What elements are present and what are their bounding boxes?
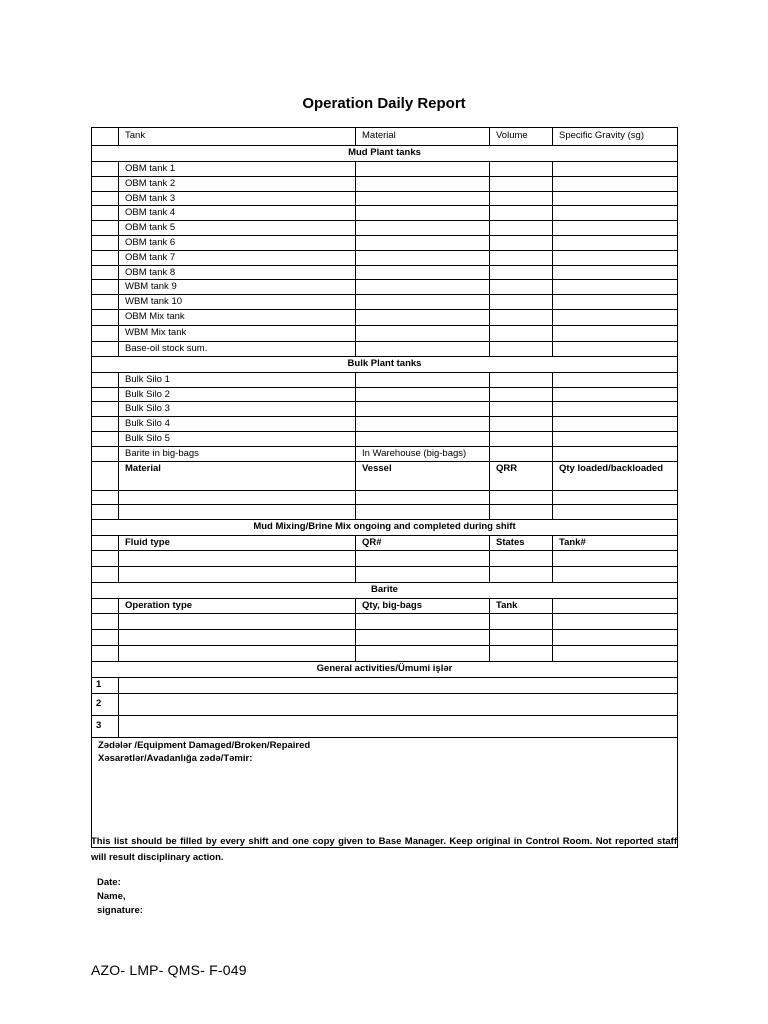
sg-cell[interactable]	[553, 162, 678, 177]
section-mixing: Mud Mixing/Brine Mix ongoing and completed during shift	[92, 520, 678, 536]
fluid-cell[interactable]	[119, 550, 356, 566]
operation-cell[interactable]	[119, 645, 356, 661]
vessel-cell[interactable]	[356, 505, 490, 520]
material-cell[interactable]	[356, 431, 490, 446]
tank-name: OBM tank 4	[119, 206, 356, 221]
report-table	[91, 127, 678, 848]
qty-cell[interactable]	[356, 629, 490, 645]
material-cell[interactable]	[356, 372, 490, 387]
report-title: Operation Daily Report	[302, 95, 466, 112]
section-bulk-plant: Bulk Plant tanks	[92, 356, 678, 372]
material-cell[interactable]	[356, 176, 490, 191]
shipment-header-row	[92, 461, 678, 490]
tank-name: OBM tank 8	[119, 265, 356, 280]
sg-cell[interactable]	[553, 265, 678, 280]
vessel-cell[interactable]	[356, 490, 490, 505]
material-cell[interactable]	[356, 191, 490, 206]
sg-cell[interactable]	[553, 387, 678, 402]
sg-cell[interactable]	[553, 280, 678, 295]
material-cell[interactable]	[119, 490, 356, 505]
table-row	[92, 176, 678, 191]
table-header-row	[92, 128, 678, 146]
fluid-cell[interactable]	[119, 566, 356, 582]
volume-cell[interactable]	[490, 341, 553, 356]
material-cell[interactable]	[356, 417, 490, 432]
table-row	[92, 341, 678, 356]
extra-cell[interactable]	[553, 613, 678, 629]
volume-cell[interactable]	[490, 417, 553, 432]
table-row	[92, 250, 678, 265]
table-row	[92, 566, 678, 582]
qty-cell[interactable]	[553, 505, 678, 520]
section-mud-plant: Mud Plant tanks	[92, 146, 678, 162]
qr-cell[interactable]	[356, 566, 490, 582]
tank-name: WBM tank 9	[119, 280, 356, 295]
material-cell[interactable]	[356, 325, 490, 341]
table-row	[92, 235, 678, 250]
subheader-vessel: Vessel	[356, 461, 490, 490]
sg-cell[interactable]	[553, 446, 678, 461]
operation-cell[interactable]	[119, 629, 356, 645]
table-row	[92, 629, 678, 645]
sg-cell[interactable]	[553, 309, 678, 325]
barite-header-row	[92, 598, 678, 613]
sg-cell[interactable]	[553, 191, 678, 206]
material-cell[interactable]	[356, 309, 490, 325]
row-number: 2	[92, 693, 119, 715]
general-row	[92, 677, 678, 693]
table-row	[92, 505, 678, 520]
table-row	[92, 645, 678, 661]
silo-name: Bulk Silo 2	[119, 387, 356, 402]
activity-cell[interactable]	[119, 677, 678, 693]
sg-cell[interactable]	[553, 206, 678, 221]
material-cell[interactable]	[356, 341, 490, 356]
material-cell[interactable]	[356, 387, 490, 402]
subheader-material: Material	[119, 461, 356, 490]
extra-cell[interactable]	[553, 645, 678, 661]
material-cell[interactable]	[356, 265, 490, 280]
volume-cell[interactable]	[490, 265, 553, 280]
qr-cell[interactable]	[356, 550, 490, 566]
qty-cell[interactable]	[553, 490, 678, 505]
tank-cell[interactable]	[490, 645, 553, 661]
tank-name: WBM tank 10	[119, 295, 356, 310]
volume-cell[interactable]	[490, 235, 553, 250]
header-tank-number: Tank#	[553, 536, 678, 551]
tank-name: WBM Mix tank	[119, 325, 356, 341]
sg-cell[interactable]	[553, 221, 678, 236]
damage-label-en: Zədələr /Equipment Damaged/Broken/Repaired	[98, 739, 311, 751]
material-cell[interactable]	[356, 206, 490, 221]
name-label: Name,	[97, 891, 126, 902]
volume-cell[interactable]	[490, 176, 553, 191]
header-material: Material	[356, 128, 490, 146]
qty-cell[interactable]	[356, 645, 490, 661]
table-row	[92, 372, 678, 387]
material-cell[interactable]	[356, 250, 490, 265]
row-number: 1	[92, 677, 119, 693]
sg-cell[interactable]	[553, 431, 678, 446]
table-row	[92, 446, 678, 461]
header-volume: Volume	[490, 128, 553, 146]
qrr-cell[interactable]	[490, 505, 553, 520]
header-qr: QR#	[356, 536, 490, 551]
table-row	[92, 431, 678, 446]
activity-cell[interactable]	[119, 693, 678, 715]
silo-name: Bulk Silo 5	[119, 431, 356, 446]
form-code: AZO- LMP- QMS- F-049	[91, 962, 247, 978]
header-states: States	[490, 536, 553, 551]
volume-cell[interactable]	[490, 387, 553, 402]
header-sg: Specific Gravity (sg)	[553, 128, 678, 146]
header-operation-type: Operation type	[119, 598, 356, 613]
date-label: Date:	[97, 877, 121, 888]
material-cell[interactable]	[356, 221, 490, 236]
volume-cell[interactable]	[490, 372, 553, 387]
qty-cell[interactable]	[356, 613, 490, 629]
header-barite-tank: Tank	[490, 598, 553, 613]
silo-name: Bulk Silo 3	[119, 402, 356, 417]
table-row	[92, 206, 678, 221]
instruction-note: This list should be filled by every shift and one copy given to Base Manager. Keep original in Control Room. Not reported staff will result disciplinary action.	[91, 836, 677, 863]
tank-name: OBM tank 6	[119, 235, 356, 250]
tank-name: OBM tank 7	[119, 250, 356, 265]
states-cell[interactable]	[490, 550, 553, 566]
material-cell[interactable]	[356, 295, 490, 310]
sg-cell[interactable]	[553, 250, 678, 265]
tank-cell[interactable]	[490, 613, 553, 629]
subheader-qty: Qty loaded/backloaded	[553, 461, 678, 490]
section-barite: Barite	[92, 582, 678, 598]
tank-name: OBM Mix tank	[119, 309, 356, 325]
sg-cell[interactable]	[553, 176, 678, 191]
row-number: 3	[92, 715, 119, 737]
damage-label-az: Xəsarətlər/Avadanlığa zədə/Təmir:	[98, 752, 253, 764]
table-row	[92, 295, 678, 310]
tank-cell[interactable]	[490, 629, 553, 645]
tank-name: Base-oil stock sum.	[119, 341, 356, 356]
table-row	[92, 162, 678, 177]
operation-cell[interactable]	[119, 613, 356, 629]
general-row	[92, 693, 678, 715]
volume-cell[interactable]	[490, 446, 553, 461]
sg-cell[interactable]	[553, 341, 678, 356]
sg-cell[interactable]	[553, 325, 678, 341]
volume-cell[interactable]	[490, 431, 553, 446]
volume-cell[interactable]	[490, 206, 553, 221]
table-row	[92, 550, 678, 566]
volume-cell[interactable]	[490, 221, 553, 236]
general-row	[92, 715, 678, 737]
table-row	[92, 309, 678, 325]
section-general-activities: General activities/Ümumi işlər	[92, 661, 678, 677]
damage-row	[92, 737, 678, 847]
material-cell[interactable]	[119, 505, 356, 520]
table-row	[92, 417, 678, 432]
subheader-qrr: QRR	[490, 461, 553, 490]
table-row	[92, 387, 678, 402]
silo-name: Bulk Silo 4	[119, 417, 356, 432]
sg-cell[interactable]	[553, 372, 678, 387]
mixing-header-row	[92, 536, 678, 551]
tank-name: OBM tank 2	[119, 176, 356, 191]
volume-cell[interactable]	[490, 325, 553, 341]
table-row	[92, 613, 678, 629]
material-cell[interactable]	[356, 162, 490, 177]
volume-cell[interactable]	[490, 250, 553, 265]
table-row	[92, 221, 678, 236]
barite-bigbags-label: Barite in big-bags	[119, 446, 356, 461]
material-cell[interactable]	[356, 402, 490, 417]
activity-cell[interactable]	[119, 715, 678, 737]
header-fluid-type: Fluid type	[119, 536, 356, 551]
table-row	[92, 490, 678, 505]
volume-cell[interactable]	[490, 191, 553, 206]
header-tank: Tank	[119, 128, 356, 146]
silo-name: Bulk Silo 1	[119, 372, 356, 387]
volume-cell[interactable]	[490, 402, 553, 417]
table-row	[92, 280, 678, 295]
table-row	[92, 265, 678, 280]
sg-cell[interactable]	[553, 235, 678, 250]
extra-cell[interactable]	[553, 629, 678, 645]
tank-cell[interactable]	[553, 550, 678, 566]
tank-cell[interactable]	[553, 566, 678, 582]
tank-name: OBM tank 5	[119, 221, 356, 236]
signature-block	[97, 876, 143, 918]
in-warehouse-label: In Warehouse (big-bags)	[356, 446, 490, 461]
volume-cell[interactable]	[490, 280, 553, 295]
sg-cell[interactable]	[553, 402, 678, 417]
damage-notes-box[interactable]	[92, 737, 678, 847]
material-cell[interactable]	[356, 235, 490, 250]
sg-cell[interactable]	[553, 295, 678, 310]
qrr-cell[interactable]	[490, 490, 553, 505]
sg-cell[interactable]	[553, 417, 678, 432]
states-cell[interactable]	[490, 566, 553, 582]
signature-label: signature:	[97, 905, 143, 916]
tank-name: OBM tank 1	[119, 162, 356, 177]
volume-cell[interactable]	[490, 295, 553, 310]
header-qty-bigbags: Qty, big-bags	[356, 598, 490, 613]
material-cell[interactable]	[356, 280, 490, 295]
table-row	[92, 325, 678, 341]
table-row	[92, 402, 678, 417]
table-row	[92, 191, 678, 206]
tank-name: OBM tank 3	[119, 191, 356, 206]
volume-cell[interactable]	[490, 162, 553, 177]
volume-cell[interactable]	[490, 309, 553, 325]
